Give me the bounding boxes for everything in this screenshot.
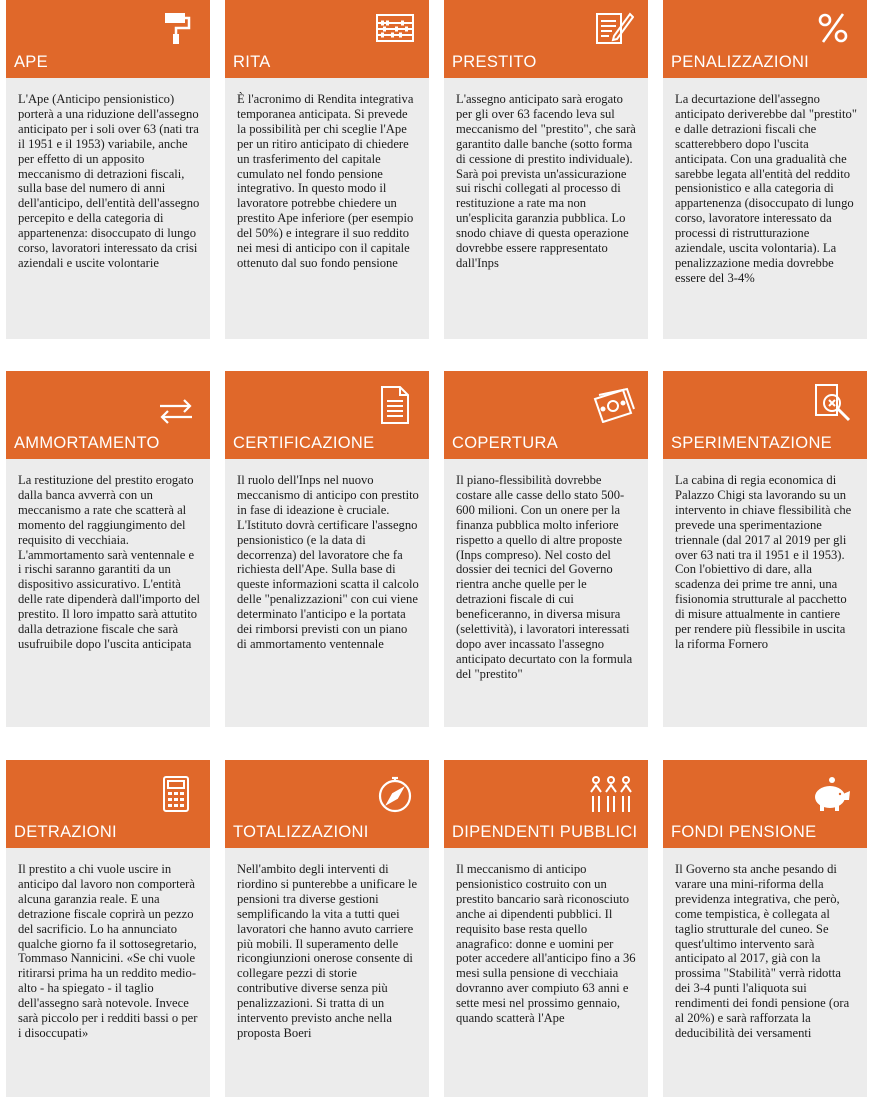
card-title: PRESTITO bbox=[452, 53, 537, 71]
card-totalizzazioni bbox=[225, 760, 429, 1097]
card-ape bbox=[6, 0, 210, 339]
card-header bbox=[663, 371, 867, 459]
paint-roller-icon bbox=[156, 8, 196, 48]
banknotes-icon bbox=[590, 385, 638, 425]
card-header bbox=[663, 760, 867, 848]
card-copertura bbox=[444, 371, 648, 727]
card-title: PENALIZZAZIONI bbox=[671, 53, 810, 71]
compass-icon bbox=[375, 774, 415, 814]
card-title: DETRAZIONI bbox=[14, 823, 117, 841]
card-certificazione bbox=[225, 371, 429, 727]
card-header bbox=[444, 0, 648, 78]
card-header bbox=[444, 371, 648, 459]
card-text: È l'acronimo di Rendita integrativa temporanea anticipata. Si prevede la possibilità per chi sceglie l'Ape per un ritiro anticipato di chiedere un trasferimento del capitale cumulato nel fondo pensione integrativo. In questo modo il lavoratore potrebbe chiedere un prestito Ape inferiore (per esempio del 50%) e integrare il suo reddito nei mesi di anticipo con il capitale ottenuto dal suo fondo pensione bbox=[225, 78, 429, 339]
card-text: Il prestito a chi vuole uscire in anticipo dal lavoro non comporterà alcuna garanzia reale. E una detrazione fiscale coprirà un pezzo del sacrificio. Lo ha annunciato qualche giorno fa il sottosegretario, Tommaso Nannicini. «Se chi vuole ritirarsi prima ha un reddito medio-alto - ha spiegato - il taglio dell'assegno sarà notevole. Invece sarà piccolo per i redditi bassi o per i disoccupati» bbox=[6, 848, 210, 1097]
card-text: Il ruolo dell'Inps nel nuovo meccanismo di anticipo con prestito in fase di ideazione è cruciale. L'Istituto dovrà certificare l'assegno pensionistico (e la data di decorrenza) del lavoratore che fa richiesta dell'Ape. Sulla base di queste informazioni scatta il calcolo delle "penalizzazioni" con cui viene determinato l'anticipo e la portata dei rimborsi previsti con un piano di ammortamento ventennale bbox=[225, 459, 429, 727]
card-dipendenti-pubblici bbox=[444, 760, 648, 1097]
card-text: L'assegno anticipato sarà erogato per gli over 63 facendo leva sul meccanismo del "prestito", che sarà garantito dalle banche (sotto forma di cessione di prestito individuale). Sarà poi prevista un'assicurazione sui rischi collegati al processo di restituzione a rate ma non un'esplicita garanzia pubblica. Lo snodo chiave di questa operazione dovrebbe essere rappresentato dall'Inps bbox=[444, 78, 648, 339]
card-text: Il piano-flessibilità dovrebbe costare alle casse dello stato 500-600 milioni. Con un onere per la finanza pubblica molto inferiore rispetto a quello di altre proposte (Inps compreso). Nel costo del dossier dei tecnici del Governo rientra anche quelle per le detrazioni fiscale di cui beneficeranno, in diversa misura (selettività), i lavoratori interessati dopo aver incassato l'assegno anticipato decurtato con la formula del "prestito" bbox=[444, 459, 648, 727]
magnifier-document-icon bbox=[813, 383, 853, 423]
card-prestito bbox=[444, 0, 648, 339]
document-icon bbox=[375, 385, 415, 425]
card-fondi-pensione bbox=[663, 760, 867, 1097]
document-pen-icon bbox=[594, 8, 634, 48]
card-title: COPERTURA bbox=[452, 434, 558, 452]
card-text: La restituzione del prestito erogato dalla banca avverrà con un meccanismo a rate che scatterà al momento del raggiungimento del requisito di vecchiaia. L'ammortamento sarà ventennale e i rischi saranno garantiti da un dispositivo assicurativo. L'entità delle rate dipenderà dall'importo del prestito. Il loro impatto sarà attutito dalla detrazione fiscale che sarà usufruibile dopo l'uscita anticipata bbox=[6, 459, 210, 727]
card-text: Il meccanismo di anticipo pensionistico costruito con un prestito bancario sarà riconosciuto anche ai dipendenti pubblici. Il requisito base resta quello anagrafico: donne e uomini per poter accedere all'anticipo fino a 36 mesi sulla pensione di vecchiaia dovranno aver compiuto 63 anni e sette mesi nel prossimo gennaio, quando scatterà l'Ape bbox=[444, 848, 648, 1097]
piggy-bank-icon bbox=[809, 774, 853, 814]
card-detrazioni bbox=[6, 760, 210, 1097]
card-title: TOTALIZZAZIONI bbox=[233, 823, 369, 841]
card-header bbox=[6, 0, 210, 78]
card-title: SPERIMENTAZIONE bbox=[671, 434, 832, 452]
calculator-icon bbox=[156, 774, 196, 814]
card-rita bbox=[225, 0, 429, 339]
card-title: DIPENDENTI PUBBLICI bbox=[452, 823, 638, 841]
card-title: CERTIFICAZIONE bbox=[233, 434, 375, 452]
card-text: Il Governo sta anche pesando di varare una mini-riforma della previdenza integrativa, che però, come tempistica, è collegata al taglio strutturale del cuneo. Se quest'ultimo intervento sarà anticipato al 2017, già con la prossima "Stabilità" verrà ridotta dei 3-4 punti l'aliquota sui rendimenti dei fondi pensione (ora al 20%) e sarà rafforzata la deducibilità dei versamenti bbox=[663, 848, 867, 1097]
card-header bbox=[663, 0, 867, 78]
card-header bbox=[444, 760, 648, 848]
card-header bbox=[225, 371, 429, 459]
card-ammortamento bbox=[6, 371, 210, 727]
swap-arrows-icon bbox=[156, 391, 196, 431]
card-title: AMMORTAMENTO bbox=[14, 434, 160, 452]
card-text: La decurtazione dell'assegno anticipato deriverebbe dal "prestito" e dalle detrazioni fiscali che scatterebbero dopo l'uscita anticipata. Con una gradualità che sarebbe legata all'entità del reddito pensionistico e alla categoria di appartenenza (disoccupato di lungo corso, lavoratore interessato da processi di ristrutturazione aziendale, uscita volontaria). La penalizzazione media dovrebbe essere del 3-4% bbox=[663, 78, 867, 339]
card-header bbox=[225, 0, 429, 78]
card-text: La cabina di regia economica di Palazzo Chigi sta lavorando su un intervento in chiave flessibilità che prevede una sperimentazione triennale (dal 2017 al 2019 per gli over 63 nati tra il 1951 e il 1953). Con l'obiettivo di dare, alla scadenza dei prime tre anni, una fisionomia strutturale al pacchetto di misure attualmente in cantiere per rendere più flessibile in uscita la riforma Fornero bbox=[663, 459, 867, 727]
card-sperimentazione bbox=[663, 371, 867, 727]
card-header bbox=[225, 760, 429, 848]
percent-icon bbox=[813, 8, 853, 48]
people-icon bbox=[588, 774, 634, 814]
card-title: RITA bbox=[233, 53, 271, 71]
card-penalizzazioni bbox=[663, 0, 867, 339]
card-text: Nell'ambito degli interventi di riordino si punterebbe a unificare le pensioni tra diverse gestioni semplificando la vita a tutti quei lavoratori che hanno avuto carriere più mobili. Il superamento delle ricongiunzioni onerose consente di collegare pezzi di storie contributive diverse senza più penalizzazioni. Si tratta di un intervento previsto anche nella proposta Boeri bbox=[225, 848, 429, 1097]
card-text: L'Ape (Anticipo pensionistico) porterà a una riduzione dell'assegno anticipato per i soli over 63 (nati tra il 1951 e il 1953) variabile, anche per effetto di un apposito meccanismo di detrazioni fiscali, sulla base del numero di anni dell'anticipo, dell'entità dell'assegno percepito e della categoria di appartenenza: disoccupato di lungo corso, lavoratori interessato da crisi aziendali e uscite volontarie bbox=[6, 78, 210, 339]
card-header bbox=[6, 760, 210, 848]
card-title: FONDI PENSIONE bbox=[671, 823, 817, 841]
card-header bbox=[6, 371, 210, 459]
card-title: APE bbox=[14, 53, 48, 71]
abacus-icon bbox=[375, 8, 415, 48]
